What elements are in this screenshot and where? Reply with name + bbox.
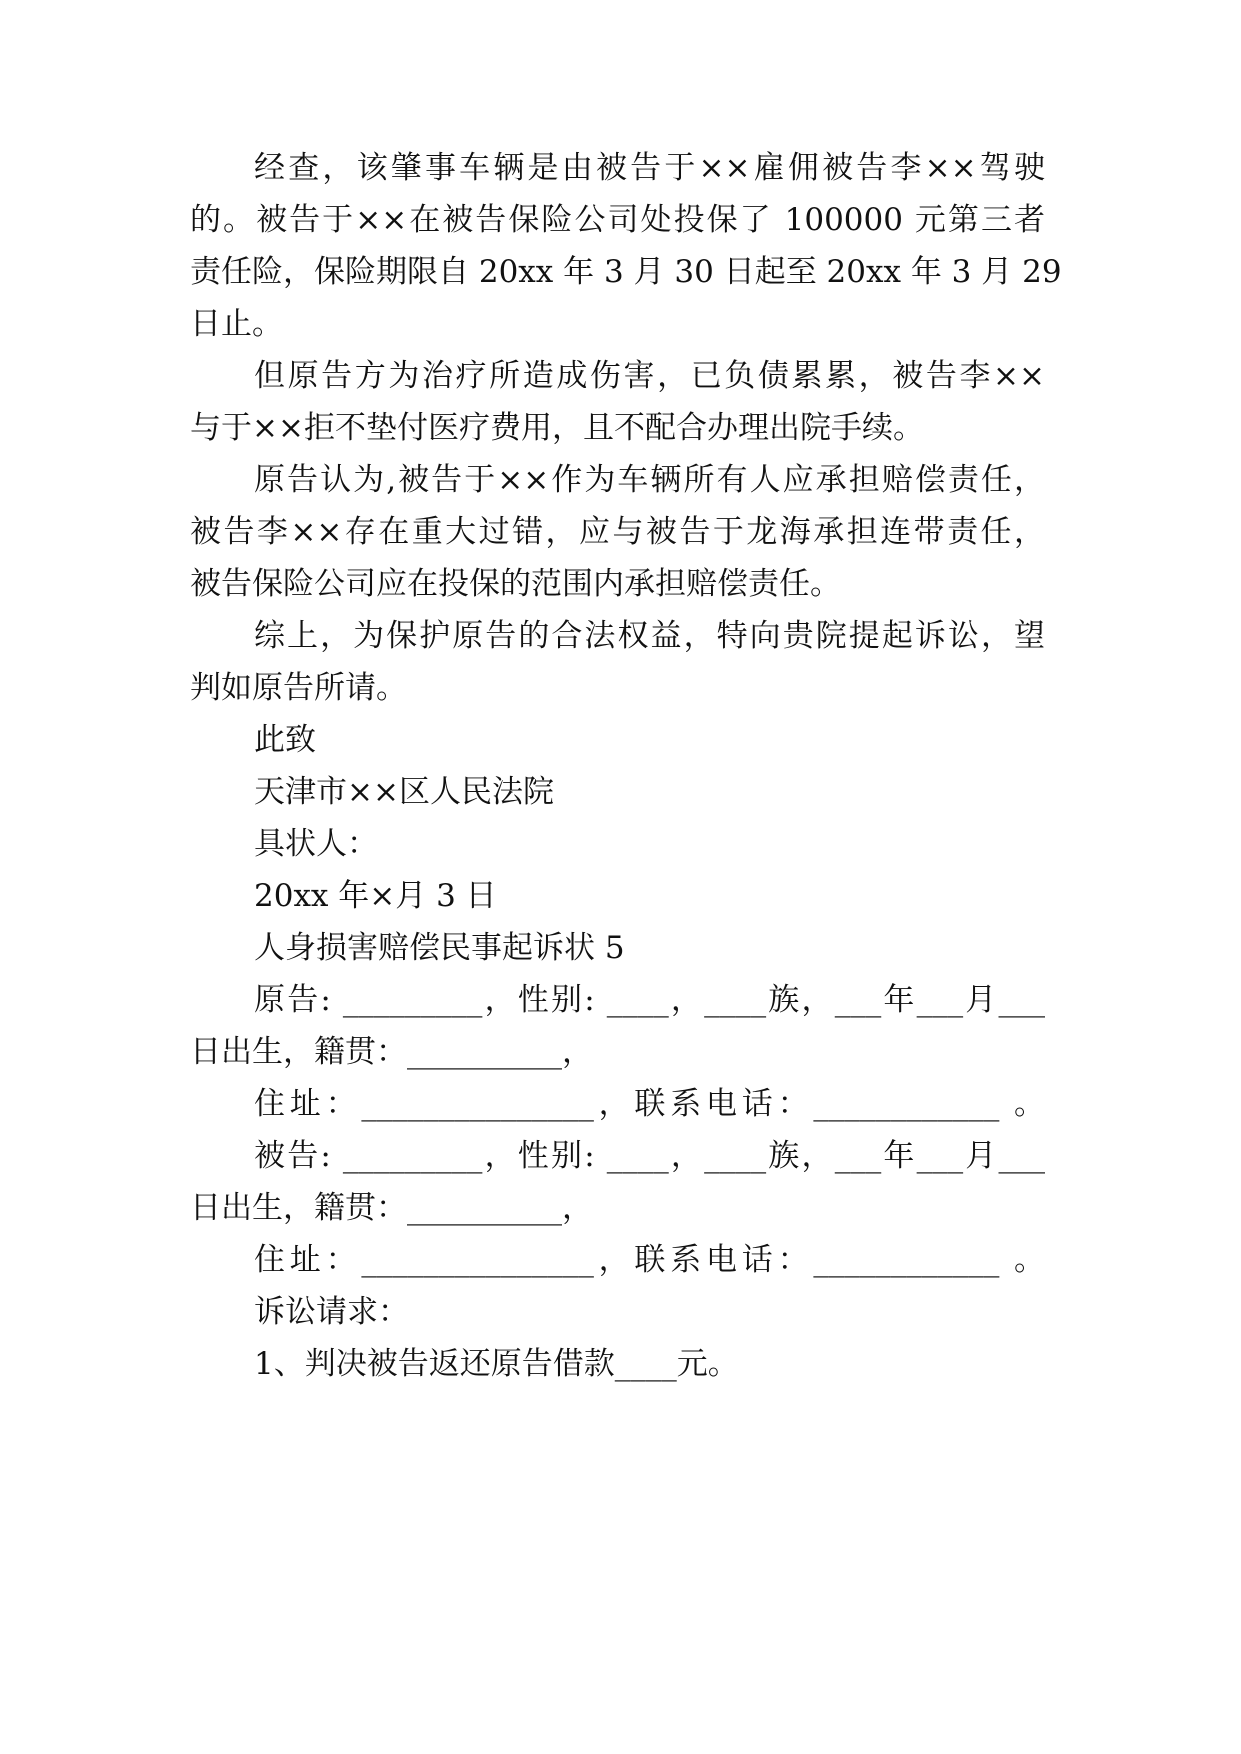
paragraph-line: 责任险，保险期限自 20xx 年 3 月 30 日起至 20xx 年 3 月 29 [190, 254, 1062, 290]
defendant-line: 被告: _________，性别: ____，____族，___年___月___ [254, 1138, 1045, 1174]
plaintiff-line: 日出生，籍贯：__________， [190, 1034, 593, 1070]
paragraph-line: 原告认为,被告于××作为车辆所有人应承担赔偿责任， [254, 462, 1045, 498]
paragraph-line: 被告保险公司应在投保的范围内承担赔偿责任。 [190, 566, 841, 602]
plaintiff-address-line: 住址：_______________，联系电话：____________ 。 [254, 1086, 1045, 1122]
section-title: 人身损害赔偿民事起诉状 5 [254, 930, 625, 966]
paragraph-line: 与于××拒不垫付医疗费用，且不配合办理出院手续。 [190, 410, 924, 446]
paragraph-line: 判如原告所请。 [190, 670, 407, 706]
claims-heading: 诉讼请求： [254, 1294, 409, 1330]
defendant-line: 日出生，籍贯：__________， [190, 1190, 593, 1226]
paragraph-line: 日止。 [190, 306, 283, 342]
paragraph-line: 但原告方为治疗所造成伤害，已负债累累，被告李×× [254, 358, 1045, 394]
paragraph-line: 的。被告于××在被告保险公司处投保了 100000 元第三者 [190, 202, 1045, 238]
paragraph-line: 被告李××存在重大过错，应与被告于龙海承担连带责任， [190, 514, 1045, 550]
claim-item: 1、判决被告返还原告借款____元。 [254, 1346, 739, 1382]
defendant-address-line: 住址：_______________，联系电话：____________ 。 [254, 1242, 1045, 1278]
document-date: 20xx 年×月 3 日 [254, 878, 497, 914]
paragraph-line: 经查，该肇事车辆是由被告于××雇佣被告李××驾驶 [254, 150, 1045, 186]
plaintiff-line: 原告: _________，性别: ____，____族，___年___月___ [254, 982, 1045, 1018]
signatory-label: 具状人： [254, 826, 378, 862]
salutation: 此致 [254, 722, 316, 758]
paragraph-line: 综上，为保护原告的合法权益，特向贵院提起诉讼，望 [254, 618, 1045, 654]
court-name: 天津市××区人民法院 [254, 774, 554, 810]
